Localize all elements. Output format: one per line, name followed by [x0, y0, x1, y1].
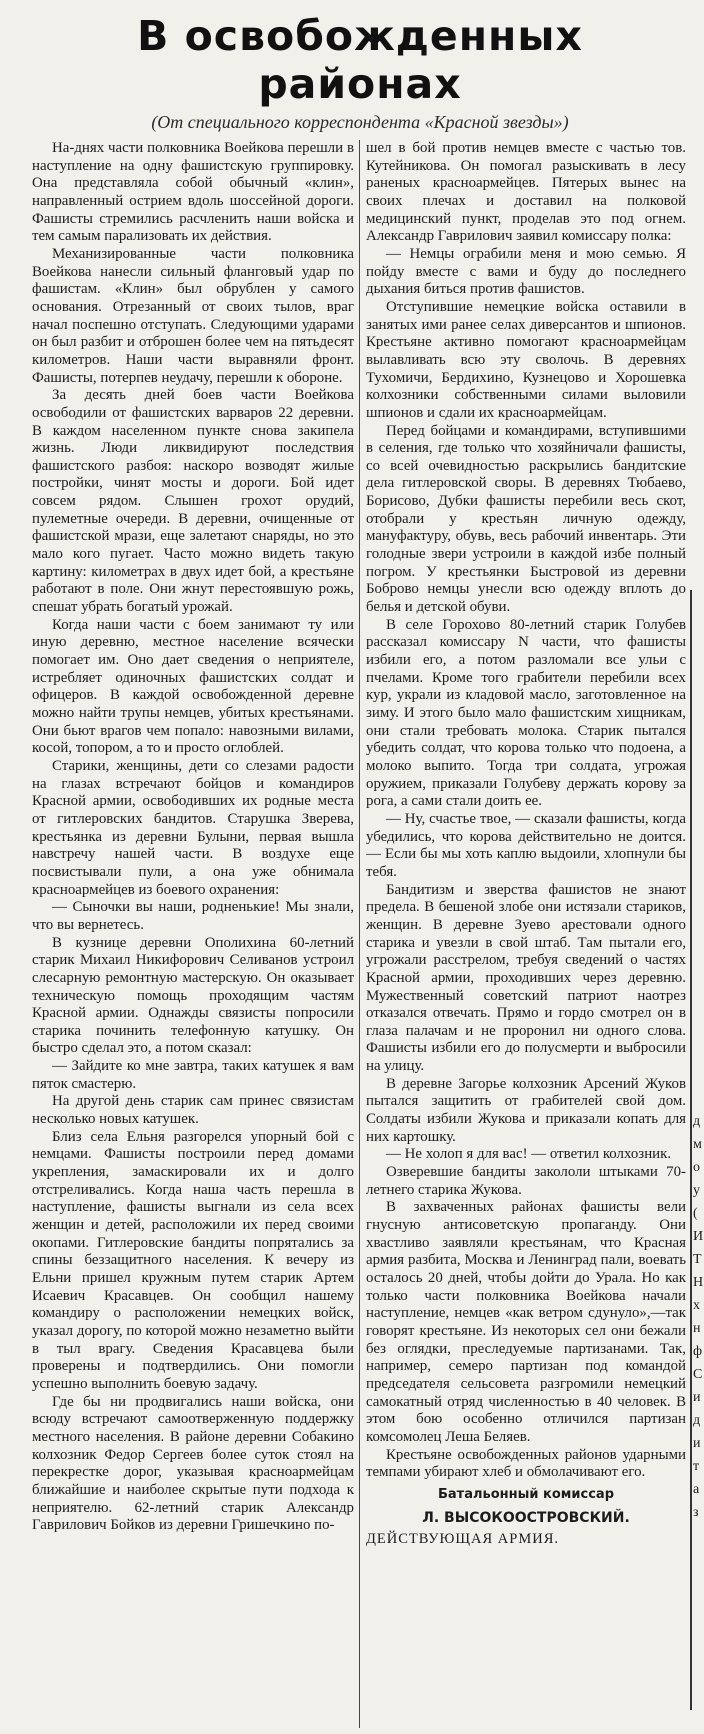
article-paragraph: На-днях части полковника Воейкова перешли в наступление на одну фашистскую группировку. Она представляла собой обычный «клин», направленный острием вдоль шоссейной дороги. Фашисты стремились расчленить наши войска и тем самым парализовать их действия.: [32, 140, 354, 245]
fragment-letter: Т: [693, 1252, 702, 1267]
article-paragraph: Механизированные части полковника Воейкова нанесли сильный фланговый удар по фашистам. «Клин» был обрублен у самого основания. Отрезанный от своих тылов, враг начал поспешно отступать. Следующими ударами он был разбит и отброшен более чем на пятьдесят километров. Наши части выравняли фронт. Фашисты, потерпев неудачу, перешли к обороне.: [32, 245, 354, 386]
article-paragraph: В захваченных районах фашисты вели гнусную антисоветскую пропаганду. Они хвастливо заявляли крестьянам, что Красная армия разбита, Москва и Ленинград пали, воевать осталось 20 дней, чтобы дойти до Урала. Но как только части полковника Воейкова начали наступление, немцев «как ветром сдунуло»,—так говорят крестьяне. Из некоторых сел они бежали без оглядки, преследуемые партизанами. Так, например, семеро партизан под командой председателя сельсовета разгромили немецкий самокатный отряд численностью в 40 человек. В этом бою особенно отличился партизан комсомолец Леша Беляев.: [366, 1199, 686, 1445]
fragment-letter: С: [693, 1367, 703, 1382]
headline-line-2: районах: [258, 60, 462, 108]
adjacent-article-fragment: [693, 1110, 704, 1524]
article-paragraph: — Зайдите ко мне завтра, таких катушек я вам пяток смастерю.: [32, 1058, 354, 1092]
fragment-letter: о: [693, 1160, 700, 1175]
article-dateline: ДЕЙСТВУЮЩАЯ АРМИЯ.: [366, 1531, 560, 1548]
author-rank: Батальонный комиссар: [438, 1486, 614, 1502]
article-column-right: [366, 140, 686, 1728]
fragment-letter: н: [693, 1321, 701, 1336]
article-paragraph: шел в бой против немцев вместе с частью тов. Кутейникова. Он помогал разыскивать в лесу раненых красноармейцев. Пятерых вынес на своих плечах и доставил на полковой медицинский пункт, проделав это под огнем. Александр Гаврилович заявил комиссару полка:: [366, 140, 686, 245]
article-subtitle: (От специального корреспондента «Красной звезды»): [151, 112, 569, 132]
author-signature: [366, 1486, 686, 1549]
fragment-letter: Н: [693, 1275, 704, 1290]
fragment-letter: д: [693, 1413, 701, 1428]
fragment-letter: И: [693, 1229, 704, 1244]
article-paragraph: Когда наши части с боем занимают ту или иную деревню, местное население всячески помогает им. Оно дает сведения о неприятеле, истребляет одиночных фашистских солдат и офицеров. В каждой освобожденной деревне можно найти трупы немцев, убитых крестьянами. Они бьют врагов чем попало: навозными вилами, косой, топором, а то и просто оглоблей.: [32, 616, 354, 757]
article-paragraph: В деревне Загорье колхозник Арсений Жуков пытался защитить от грабителей свой дом. Солдаты избили Жукова и приказали копать для них картошку.: [366, 1075, 686, 1145]
column-divider: [359, 140, 360, 1728]
article-paragraph: Перед бойцами и командирами, вступившими в селения, где только что хозяйничали фашисты, со всей очевидностью раскрылись бандитские дела гитлеровской своры. В деревнях Тюбаево, Борисово, Дубки фашисты перебили весь скот, отобрали у крестьян личную одежду, мануфактуру, обувь, весь рабочий инвентарь. Эти голодные звери устроили в каждой избе полный погром. У крестьянки Быстровой из деревни Боброво немцы унесли всю одежду вплоть до белья и детской обуви.: [366, 422, 686, 616]
adjacent-article-rule: [690, 590, 692, 1710]
article-paragraph: Отступившие немецкие войска оставили в занятых ими ранее селах диверсантов и шпионов. Крестьяне активно помогают красноармейцам вылавливать всю эту сволочь. В деревнях Тухомичи, Бердихино, Кузнецово и Хорошевка колхозники собственными силами выловили шпионов и сдали их красноармейцам.: [366, 298, 686, 421]
article-paragraph: — Не холоп я для вас! — ответил колхозник.: [386, 1146, 672, 1163]
article-column-left: [32, 140, 354, 1728]
article-paragraph: Бандитизм и зверства фашистов не знают предела. В бешеной злобе они истязали стариков, женщин. В деревне Зуево арестовали одного старика и увезли в свой штаб. Там пытали его, угрожали расстрелом, требуя сведений о частях Красной армии, проходивших через деревню. Мужественный советский патриот наотрез отказался отвечать. Прямо и гордо смотрел он в глаза палачам и не проронил ни одного слова. Фашисты избили его до полусмерти и выбросили на улицу.: [366, 881, 686, 1075]
fragment-letter: з: [693, 1505, 699, 1520]
article-paragraph: Озверевшие бандиты закололи штыками 70-летнего старика Жукова.: [366, 1164, 686, 1198]
fragment-letter: т: [693, 1459, 700, 1474]
fragment-letter: м: [693, 1137, 702, 1152]
fragment-letter: ф: [693, 1344, 703, 1359]
article-paragraph: В селе Горохово 80-летний старик Голубев рассказал комиссару N части, что фашисты избили его, а потом разломали все ульи с пчелами. Кроме того грабители перебили всех кур, украли из кладовой масло, заготовленное на зиму. И этого было мало фашистским хищникам, они стали требовать молока. Старик пытался убедить солдат, что корова только что подоена, а молоко выпито. Тогда три солдата, угрожая оружием, приказали Голубеву держать корову за рога, а сами стали доить ее.: [366, 616, 686, 810]
article-paragraph: Крестьяне освобожденных районов ударными темпами убирают хлеб и обмолачивают его.: [366, 1446, 686, 1481]
fragment-letter: а: [693, 1482, 700, 1497]
headline-line-1: В освобожденных: [137, 12, 583, 60]
fragment-letter: х: [693, 1298, 700, 1313]
fragment-letter: (: [693, 1206, 698, 1221]
article-paragraph: Близ села Ельня разгорелся упорный бой с немцами. Фашисты построили перед домами укрепления, замаскировали их и долго отстреливались. Когда наша часть перешла в наступление, фашисты выгнали из села всех женщин и детей, расположили их перед своими окопами. Гитлеровские бандиты попрятались за спины беззащитного населения. К вечеру из Ельни пришел кружным путем старик Артем Исаевич Красавцев. Он сообщил нашему командиру о расположении немецких войск, указал дорогу, по которой можно незаметно выйти в тыл врагу. Сведения Красавцева были проверены и подтвердились. Они помогли успешно выполнить боевую задачу.: [32, 1128, 354, 1392]
article-headline: [90, 12, 630, 108]
article-paragraph: Где бы ни продвигались наши войска, они всюду встречают самоотверженную поддержку местного населения. В районе деревни Собакино колхозник Федор Сергеев более суток стоял на перекрестке дорог, указывая красноармейцам ближайшие и наиболее скрытые пути подхода к неприятелю. 62-летний старик Александр Гаврилович Бойков из деревни Гришечкино по-: [32, 1393, 354, 1534]
article-paragraph: — Ну, счастье твое, — сказали фашисты, когда убедились, что корова действительно не доится. — Если бы мы хоть каплю выдоили, хлопнули бы тебя.: [366, 810, 686, 880]
fragment-letter: и: [693, 1436, 701, 1451]
article-paragraph: — Сыночки вы наши, родненькие! Мы знали, что вы вернетесь.: [32, 899, 354, 933]
fragment-letter: у: [693, 1183, 700, 1198]
fragment-letter: и: [693, 1390, 701, 1405]
article-paragraph: — Немцы ограбили меня и мою семью. Я пойду вместе с вами и буду до последнего дыхания биться против фашистов.: [366, 245, 686, 298]
article-paragraph: Старики, женщины, дети со слезами радости на глазах встречают бойцов и командиров Красной армии, освободивших их родные места от гитлеровских бандитов. Старушка Зверева, крестьянка из деревни Булыни, первая вышла навстречу нашей части. В воздухе еще посвистывали пули, а она уже обнимала красноармейцев из боевого охранения:: [32, 757, 354, 898]
article-paragraph: В кузнице деревни Ополихина 60-летний старик Михаил Никифорович Селиванов устроил слесарную ремонтную мастерскую. Он оказывает техническую помощь проходящим частям Красной армии. Однажды связисты попросили старика починить телефонную катушку. Он быстро сделал это, а потом сказал:: [32, 934, 354, 1057]
fragment-letter: д: [693, 1114, 701, 1129]
article-paragraph: На другой день старик сам принес связистам несколько новых катушек.: [32, 1093, 354, 1128]
article-paragraph: За десять дней боев части Воейкова освободили от фашистских варваров 22 деревни. В каждом населенном пункте снова закипела жизнь. Люди ликвидируют последствия фашистского разбоя: наскоро возводят жилые постройки, чинят мосты и дороги. Бой идет совсем рядом. Слышен грохот орудий, пулеметные очереди. В деревни, очищенные от фашистской мрази, еще залетают снаряды, но это мало кого пугает. Часто можно видеть такую картину: километрах в двух идет бой, а крестьяне работают в поле. Они жнут перестоявшую рожь, спешат убрать богатый урожай.: [32, 387, 354, 616]
author-name: Л. ВЫСОКООСТРОВСКИЙ.: [422, 1509, 630, 1526]
